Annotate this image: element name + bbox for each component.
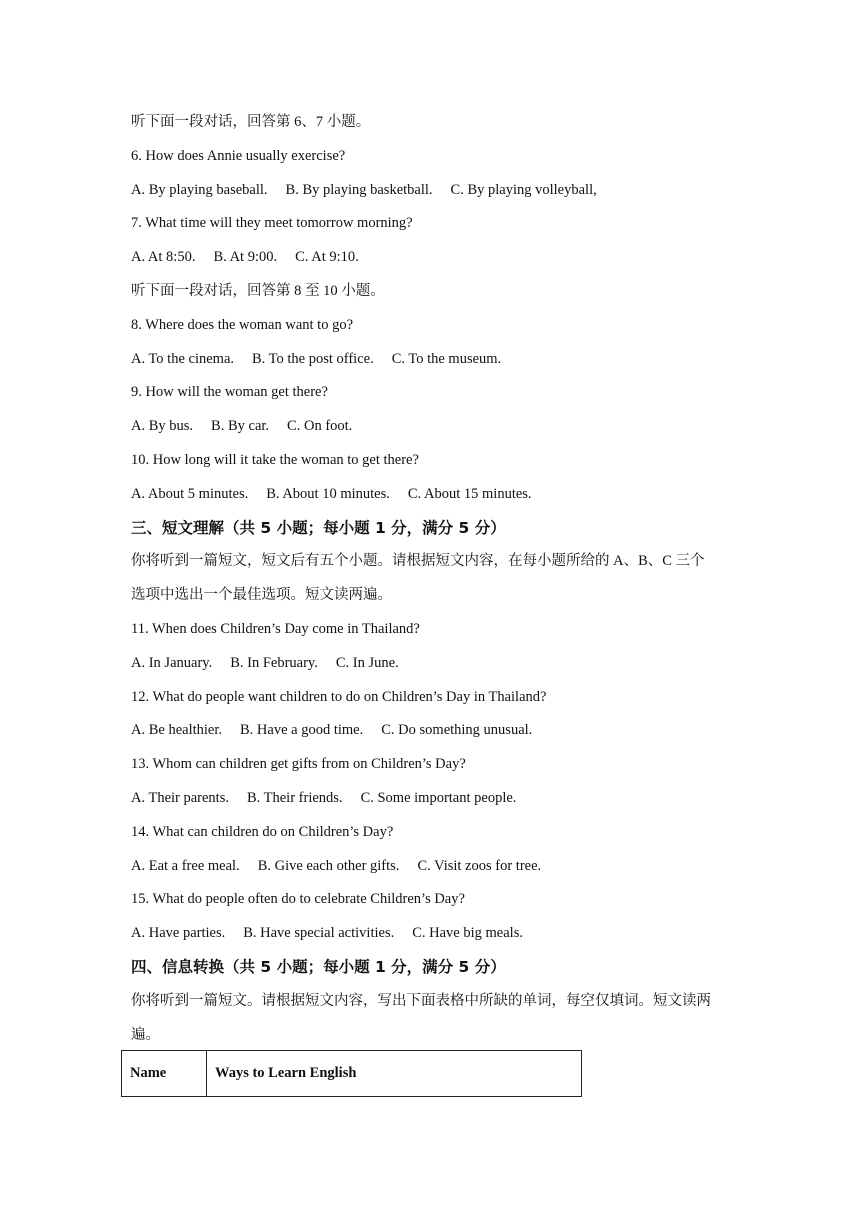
- instruction-text: 你将听到一篇短文。请根据短文内容，写出下面表格中所缺的单词，每空仅填词。短文读两: [131, 992, 711, 1009]
- instruction-text: 选项中选出一个最佳选项。短文读两遍。: [131, 587, 392, 604]
- answer-options: [131, 485, 550, 503]
- question-text: 15. What do people often do to celebrate Children’s Day?: [131, 891, 465, 908]
- question-text: 8. Where does the woman want to go?: [131, 316, 354, 333]
- question-text: 7. What time will they meet tomorrow morning?: [131, 215, 413, 232]
- answer-option: C. In June.: [335, 654, 399, 671]
- section-heading: 四、信息转换（共 5 小题；每小题 1 分，满分 5 分）: [131, 958, 506, 976]
- answer-options: [131, 654, 417, 672]
- answer-option: C. About 15 minutes.: [407, 485, 532, 502]
- question-text: 12. What do people want children to do on Children’s Day in Thailand?: [131, 688, 547, 705]
- answer-option: C. By playing volleyball,: [450, 181, 597, 198]
- answer-option: A. Be healthier.: [131, 722, 223, 739]
- answer-option: B. By playing basketball.: [285, 181, 433, 198]
- answer-options: [131, 350, 519, 368]
- answer-options: [131, 181, 615, 199]
- instruction-text: 遍。: [131, 1026, 160, 1043]
- answer-option: A. In January.: [131, 654, 213, 671]
- answer-option: A. About 5 minutes.: [131, 485, 249, 502]
- answer-option: B. By car.: [211, 418, 270, 435]
- question-text: 11. When does Children’s Day come in Thailand?: [131, 621, 420, 637]
- table-header-name: Name: [122, 1051, 207, 1097]
- table-header-ways: Ways to Learn English: [207, 1051, 582, 1097]
- question-text: 10. How long will it take the woman to get there?: [131, 452, 419, 468]
- instruction-text: 听下面一段对话，回答第 8 至 10 小题。: [131, 283, 385, 299]
- answer-option: B. About 10 minutes.: [266, 485, 390, 502]
- answer-option: B. Their friends.: [246, 790, 343, 806]
- question-text: 13. Whom can children get gifts from on Children’s Day?: [131, 756, 466, 773]
- answer-option: C. At 9:10.: [295, 249, 359, 266]
- answer-option: A. Eat a free meal.: [131, 857, 240, 874]
- section-heading: 三、短文理解（共 5 小题；每小题 1 分，满分 5 分）: [131, 518, 506, 537]
- answer-option: B. At 9:00.: [213, 249, 278, 266]
- answer-option: B. Give each other gifts.: [257, 857, 400, 874]
- answer-option: A. At 8:50.: [131, 249, 196, 266]
- table-header-row: [122, 1051, 582, 1097]
- answer-option: A. By bus.: [131, 418, 194, 435]
- answer-options: [131, 721, 550, 739]
- question-text: 14. What can children do on Children’s Day?: [131, 823, 394, 840]
- answer-option: A. By playing baseball.: [131, 181, 268, 198]
- answer-option: B. Have special activities.: [243, 925, 395, 942]
- question-text: 9. How will the woman get there?: [131, 384, 328, 401]
- answer-options: [131, 857, 559, 875]
- answer-option: C. To the museum.: [391, 350, 502, 367]
- answer-option: A. To the cinema.: [131, 350, 235, 367]
- answer-options: [131, 248, 377, 266]
- answer-option: C. Visit zoos for tree.: [417, 857, 542, 874]
- answer-option: C. On foot.: [287, 418, 353, 435]
- answer-option: A. Their parents.: [131, 790, 229, 806]
- instruction-text: 听下面一段对话，回答第 6、7 小题。: [131, 114, 371, 130]
- answer-option: C. Some important people.: [360, 790, 517, 806]
- answer-option: B. Have a good time.: [240, 722, 364, 739]
- answer-option: A. Have parties.: [131, 925, 226, 942]
- answer-option: C. Do something unusual.: [381, 722, 533, 739]
- instruction-text: 你将听到一篇短文，短文后有五个小题。请根据短文内容，在每小题所给的 A、B、C 三个: [131, 553, 705, 570]
- answer-option: B. To the post office.: [252, 350, 374, 367]
- answer-options: [131, 417, 370, 435]
- answer-options: [131, 789, 534, 807]
- answer-options: [131, 924, 541, 942]
- info-table: [121, 1050, 582, 1097]
- answer-option: C. Have big meals.: [412, 925, 523, 942]
- question-text: 6. How does Annie usually exercise?: [131, 147, 346, 164]
- answer-option: B. In February.: [230, 654, 318, 671]
